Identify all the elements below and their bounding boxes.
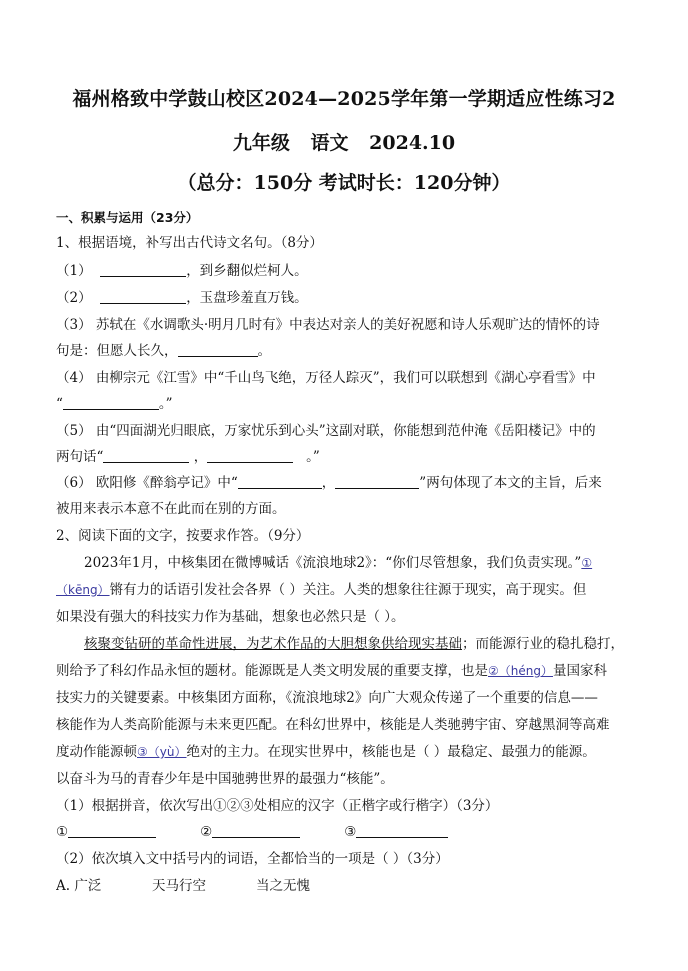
answer-blank[interactable] [103, 448, 189, 463]
exam-subtitle [0, 128, 688, 155]
question-1-item-6-line-2: 被用来表示本意不在此而在别的方面。 [56, 501, 286, 517]
section-heading: 一、积累与运用（23分） [56, 210, 199, 225]
answer-blank[interactable] [100, 262, 186, 277]
question-1-item-6-line-1: （6） 欧阳修《醉翁亭记》中“ ， ”两句体现了本文的主旨，后来 [56, 475, 602, 491]
exam-title: 福州格致中学鼓山校区2024—2025学年第一学期适应性练习2 [72, 88, 616, 110]
passage-line: 核能作为人类高阶能源与未来更匹配。在科幻世界中，核能是人类驰骋宇宙、穿越黑洞等高难 [56, 717, 610, 733]
subject-label: 语文 [310, 132, 349, 154]
question-2-stem: 2、阅读下面的文字，按要求作答。（9分） [56, 528, 310, 544]
underlined-sentence: 核聚变钻研的革命性进展，为艺术作品的大胆想象供给现实基础 [84, 636, 462, 652]
answer-blank[interactable] [63, 395, 159, 410]
question-1-item-2: （2） ，玉盘珍羞直万钱。 [56, 290, 308, 306]
question-1-item-5-line-2: 两句话“ ， 。” [56, 449, 320, 465]
question-1-item-1: （1） ，到乡翻似烂柯人。 [56, 263, 308, 279]
question-2-sub-2: （2）依次填入文中括号内的词语，全都恰当的一项是（ ）（3分） [56, 851, 449, 867]
question-1-item-4-line-1: （4） 由柳宗元《江雪》中“千山鸟飞绝，万径人踪灭”，我们可以联想到《湖心亭看雪》中 [56, 370, 596, 386]
question-1-stem: 1、根据语境，补写出古代诗文名句。（8分） [56, 235, 323, 251]
passage-line: 如果没有强大的科技实力作为基础，想象也必然只是（ ）。 [56, 609, 405, 625]
passage-line: 度动作能源顿③（yù）绝对的主力。在现实世界中，核能也是（ ）最稳定、最强力的能源。 [56, 744, 596, 760]
exam-date: 2024.10 [369, 132, 456, 154]
passage-line: 技实力的关键要素。中核集团方面称，《流浪地球2》向广大观众传递了一个重要的信息—— [56, 690, 598, 706]
question-2-sub-1: （1）根据拼音，依次写出①②③处相应的汉字（正楷字或行楷字）（3分） [56, 798, 499, 814]
answer-blank[interactable] [68, 823, 156, 838]
answer-blank[interactable] [100, 289, 186, 304]
answer-blank[interactable] [178, 342, 258, 357]
answer-blank[interactable] [207, 448, 293, 463]
passage-line: （kēng）锵有力的话语引发社会各界（ ）关注。人类的想象往往源于现实，高于现实。但 [56, 582, 587, 598]
passage-line: 2023年1月，中核集团在微博喊话《流浪地球2》：“你们尽管想象，我们负责实现。”① [84, 555, 593, 571]
grade-label: 九年级 [232, 132, 290, 154]
question-1-item-3-line-1: （3） 苏轼在《水调歌头·明月几时有》中表达对亲人的美好祝愿和诗人乐观旷达的情怀的诗 [56, 317, 600, 333]
passage-line: 则给予了科幻作品永恒的题材。能源既是人类文明发展的重要支撑，也是②（héng）量国家科 [56, 663, 607, 679]
passage-line: 以奋斗为马的青春少年是中国驰骋世界的最强力“核能”。 [56, 771, 394, 787]
question-2-sub-1-blanks: ① ② ③ [56, 821, 636, 843]
answer-blank[interactable] [356, 823, 448, 838]
question-1-item-4-line-2: “ 。” [56, 396, 173, 412]
score-info: （总分：150分 考试时长：120分钟） [177, 172, 511, 194]
question-1-item-3-line-2: 句是：但愿人长久， 。 [56, 343, 271, 359]
answer-blank[interactable] [335, 474, 419, 489]
question-1-item-5-line-1: （5） 由“四面湖光归眼底，万家忧乐到心头”这副对联，你能想到范仲淹《岳阳楼记》中的 [56, 423, 596, 439]
answer-blank[interactable] [238, 474, 322, 489]
passage-line: 核聚变钻研的革命性进展，为艺术作品的大胆想象供给现实基础；而能源行业的稳扎稳打， [84, 636, 624, 652]
option-a: A. 广泛 天马行空 当之无愧 [56, 878, 310, 894]
answer-blank[interactable] [212, 823, 300, 838]
